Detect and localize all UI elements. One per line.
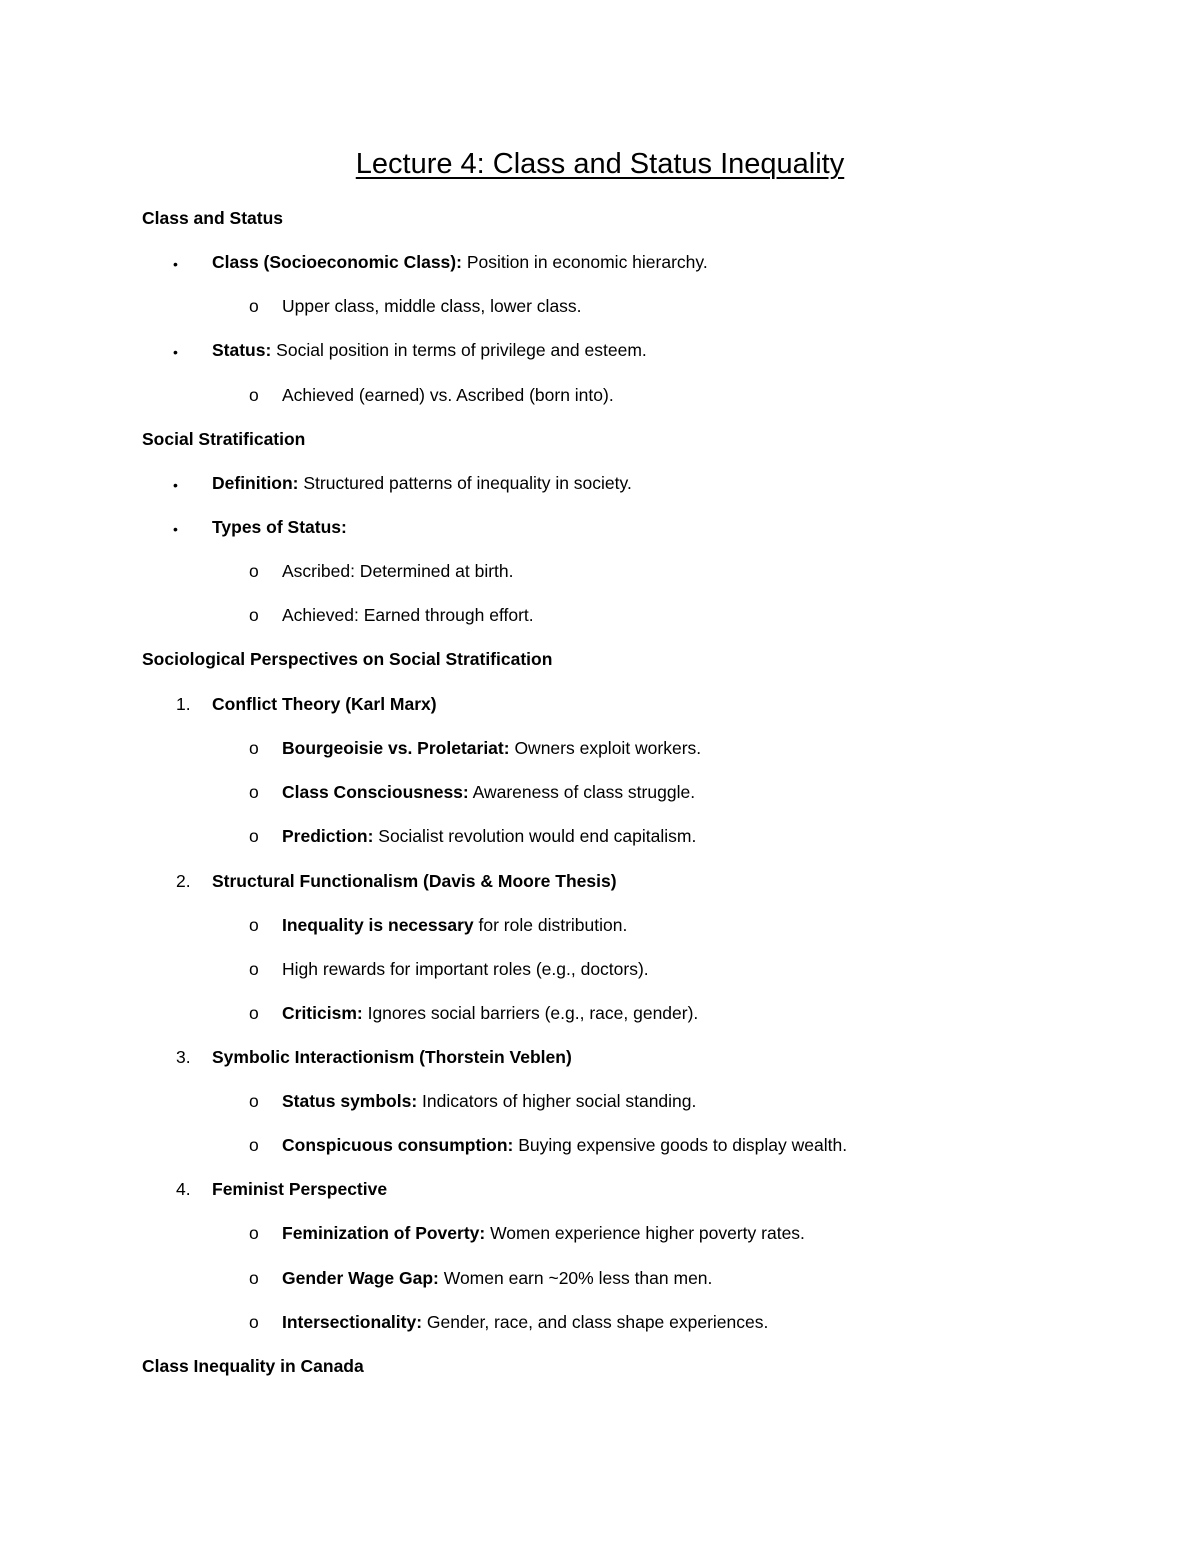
section-heading-class-inequality-canada: Class Inequality in Canada [142, 1356, 364, 1376]
term-label: Bourgeoisie vs. Proletariat: [282, 738, 510, 758]
sub-bullet-marker: o [249, 561, 259, 581]
page-title: Lecture 4: Class and Status Inequality [355, 148, 845, 180]
list-item-feminization-of-poverty [282, 1222, 805, 1244]
item-text: Awareness of class struggle. [468, 782, 696, 802]
term-label: Definition: [212, 473, 299, 493]
list-item-feminist-perspective: Feminist Perspective [212, 1179, 388, 1199]
term-label: Criticism: [282, 1003, 363, 1023]
item-text: Position in economic hierarchy. [461, 252, 708, 272]
bullet-marker: • [173, 344, 178, 360]
list-item-inequality-necessary [282, 914, 627, 936]
item-text: Women experience higher poverty rates. [485, 1223, 805, 1243]
list-item-criticism [282, 1002, 698, 1024]
term-label: Feminization of Poverty: [282, 1223, 486, 1243]
item-text: Structured patterns of inequality in society. [298, 473, 632, 493]
item-text: Socialist revolution would end capitalism. [373, 826, 697, 846]
sub-bullet-marker: o [249, 1223, 259, 1243]
section-heading-perspectives: Sociological Perspectives on Social Stratification [142, 649, 553, 669]
term-label: Class Consciousness: [282, 782, 469, 802]
sub-bullet-marker: o [249, 782, 259, 802]
sub-bullet-marker: o [249, 605, 259, 625]
list-item-prediction [282, 825, 696, 847]
sub-bullet-marker: o [249, 915, 259, 935]
term-label: Status: [212, 340, 272, 360]
sub-bullet-marker: o [249, 385, 259, 405]
list-item-high-rewards: High rewards for important roles (e.g., doctors). [282, 959, 649, 979]
item-text: Ignores social barriers (e.g., race, gender). [362, 1003, 699, 1023]
term-label: Class (Socioeconomic Class): [212, 252, 462, 272]
list-item-conspicuous-consumption [282, 1134, 847, 1156]
item-text: Owners exploit workers. [509, 738, 702, 758]
item-text: Social position in terms of privilege and esteem. [271, 340, 647, 360]
sub-bullet-marker: o [249, 826, 259, 846]
item-text: Women earn ~20% less than men. [438, 1268, 713, 1288]
list-item-achieved: Achieved: Earned through effort. [282, 605, 534, 625]
list-item-class-consciousness [282, 781, 695, 803]
sub-bullet-marker: o [249, 1135, 259, 1155]
list-item-ascribed: Ascribed: Determined at birth. [282, 561, 514, 581]
term-label: Prediction: [282, 826, 374, 846]
list-item-symbolic-interactionism: Symbolic Interactionism (Thorstein Veblen) [212, 1047, 572, 1067]
term-label: Gender Wage Gap: [282, 1268, 439, 1288]
list-item-status-types: Achieved (earned) vs. Ascribed (born into). [282, 385, 614, 405]
list-item-class [212, 251, 708, 273]
list-item-bourgeoisie [282, 737, 701, 759]
list-item-status-symbols [282, 1090, 696, 1112]
sub-bullet-marker: o [249, 1091, 259, 1111]
term-label: Status symbols: [282, 1091, 418, 1111]
bullet-marker: • [173, 256, 178, 272]
list-item-status [212, 339, 647, 361]
sub-bullet-marker: o [249, 1003, 259, 1023]
number-marker: 3. [176, 1047, 191, 1067]
list-item-intersectionality [282, 1311, 768, 1333]
number-marker: 1. [176, 694, 191, 714]
number-marker: 2. [176, 871, 191, 891]
term-label: Inequality is necessary [282, 915, 474, 935]
sub-bullet-marker: o [249, 296, 259, 316]
number-marker: 4. [176, 1179, 191, 1199]
item-text: Gender, race, and class shape experiences. [422, 1312, 769, 1332]
bullet-marker: • [173, 477, 178, 493]
item-text: Indicators of higher social standing. [417, 1091, 697, 1111]
list-item-conflict-theory: Conflict Theory (Karl Marx) [212, 694, 437, 714]
item-text: for role distribution. [473, 915, 628, 935]
item-text: Buying expensive goods to display wealth. [513, 1135, 848, 1155]
term-label: Conspicuous consumption: [282, 1135, 514, 1155]
term-label: Intersectionality: [282, 1312, 423, 1332]
sub-bullet-marker: o [249, 738, 259, 758]
section-heading-social-stratification: Social Stratification [142, 429, 306, 449]
list-item-class-types: Upper class, middle class, lower class. [282, 296, 582, 316]
bullet-marker: • [173, 521, 178, 537]
list-item-definition [212, 472, 632, 494]
sub-bullet-marker: o [249, 1312, 259, 1332]
section-heading-class-and-status: Class and Status [142, 208, 284, 228]
sub-bullet-marker: o [249, 959, 259, 979]
list-item-gender-wage-gap [282, 1267, 712, 1289]
list-item-types-of-status [212, 516, 347, 538]
sub-bullet-marker: o [249, 1268, 259, 1288]
term-label: Types of Status: [212, 517, 347, 537]
list-item-structural-functionalism: Structural Functionalism (Davis & Moore Thesis) [212, 871, 617, 891]
